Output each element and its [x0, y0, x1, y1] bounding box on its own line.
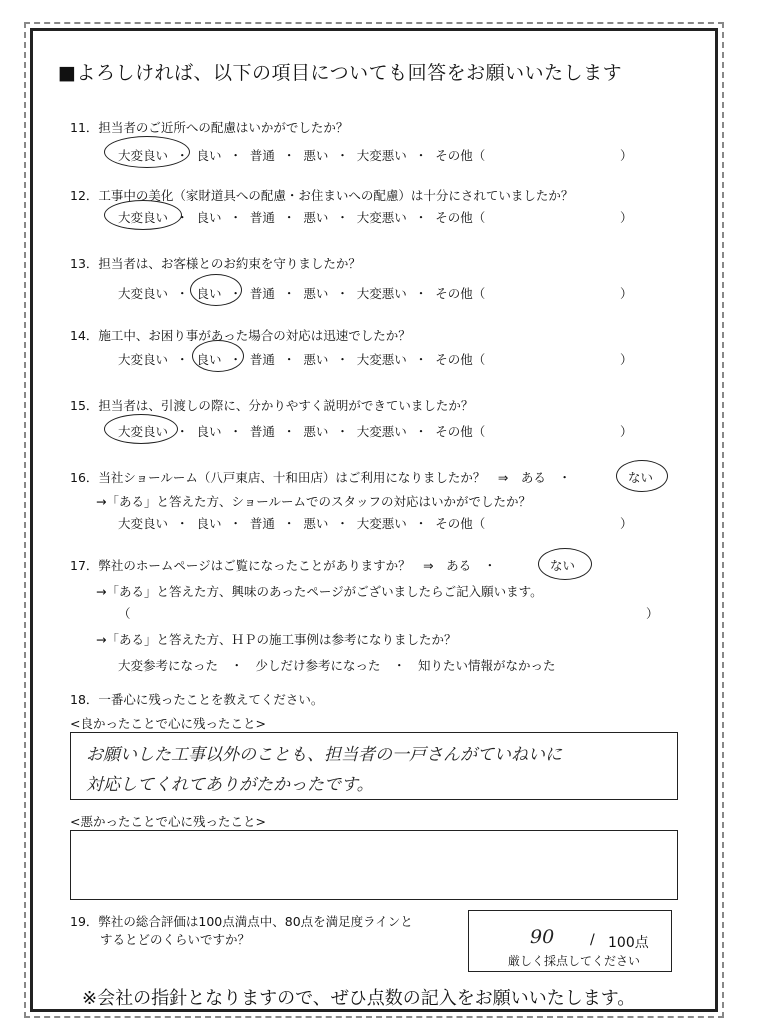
score-max: 100点: [608, 935, 649, 951]
question-15: 15．担当者は、引渡しの際に、分かりやすく説明ができていましたか？: [70, 398, 474, 413]
q11-selected-circle: [104, 136, 190, 168]
q15-options: 大変良い ・ 良い ・ 普通 ・ 悪い ・ 大変悪い ・ その他（: [118, 424, 486, 439]
q16-selected-circle: [616, 460, 668, 492]
q11-options: 大変良い ・ 良い ・ 普通 ・ 悪い ・ 大変悪い ・ その他（: [118, 148, 486, 163]
q16-options: 大変良い ・ 良い ・ 普通 ・ 悪い ・ 大変悪い ・ その他（: [118, 516, 486, 531]
question-12: 12．工事中の美化（家財道具への配慮・お住まいへの配慮）は十分にされていましたか？: [70, 188, 574, 203]
score-note: 厳しく採点してください: [508, 954, 641, 968]
q18-bad-box[interactable]: [70, 830, 678, 900]
q17-sub1: →「ある」と答えた方、興味のあったページがございましたらご記入願います。: [96, 584, 543, 599]
q15-selected-circle: [104, 414, 178, 444]
q12-selected-circle: [104, 200, 182, 230]
q14-options: 大変良い ・ 良い ・ 普通 ・ 悪い ・ 大変悪い ・ その他（: [118, 352, 486, 367]
q17-selected-circle: [538, 548, 592, 580]
q18-good-label: <良かったことで心に残ったこと>: [70, 716, 266, 731]
section-header: ■よろしければ、以下の項目についても回答をお願いいたします: [58, 62, 623, 84]
q17-sub2: →「ある」と答えた方、ＨＰの施工事例は参考になりましたか？: [96, 632, 457, 647]
q17-paren-open: （: [118, 606, 131, 621]
footer-note: ※会社の指針となりますので、ぜひ点数の記入をお願いいたします。: [82, 988, 636, 1009]
score-value: 90: [530, 926, 555, 948]
q17-paren-close: ）: [646, 606, 659, 621]
q16-answer: ない: [628, 470, 654, 485]
question-18: 18．一番心に残ったことを教えてください。: [70, 692, 324, 707]
q17-answer: ない: [550, 558, 576, 573]
score-slash: /: [590, 932, 595, 948]
q13-close: ）: [620, 286, 633, 301]
q14-close: ）: [620, 352, 633, 367]
q14-selected-circle: [192, 340, 244, 372]
q18-good-line2: 対応してくれてありがたかったです。: [86, 775, 374, 795]
q18-bad-label: <悪かったことで心に残ったこと>: [70, 814, 266, 829]
question-17: 17．弊社のホームページはご覧になったことがありますか？ ⇒ ある ・: [70, 558, 497, 573]
question-19-line2: するとどのくらいですか？: [100, 932, 251, 947]
question-11: 11．担当者のご近所への配慮はいかがでしたか？: [70, 120, 349, 135]
q16-sub: →「ある」と答えた方、ショールームでのスタッフの対応はいかがでしたか？: [96, 494, 531, 509]
q13-selected-circle: [190, 274, 242, 306]
q12-close: ）: [620, 210, 633, 225]
question-13: 13．担当者は、お客様とのお約束を守りましたか？: [70, 256, 361, 271]
q12-options: 大変良い ・ 良い ・ 普通 ・ 悪い ・ 大変悪い ・ その他（: [118, 210, 486, 225]
q13-options: 大変良い ・ 良い ・ 普通 ・ 悪い ・ 大変悪い ・ その他（: [118, 286, 486, 301]
q15-close: ）: [620, 424, 633, 439]
q18-good-line1: お願いした工事以外のことも、担当者の一戸さんがていねいに: [86, 745, 562, 765]
question-19-line1: 19．弊社の総合評価は100点満点中、80点を満足度ラインと: [70, 914, 413, 929]
question-14: 14．施工中、お困り事があった場合の対応は迅速でしたか？: [70, 328, 411, 343]
q11-close: ）: [620, 148, 633, 163]
question-16: 16．当社ショールーム（八戸東店、十和田店）はご利用になりましたか？ ⇒ ある ・: [70, 470, 571, 485]
q17-options: 大変参考になった ・ 少しだけ参考になった ・ 知りたい情報がなかった: [118, 658, 556, 673]
q16-close: ）: [620, 516, 633, 531]
